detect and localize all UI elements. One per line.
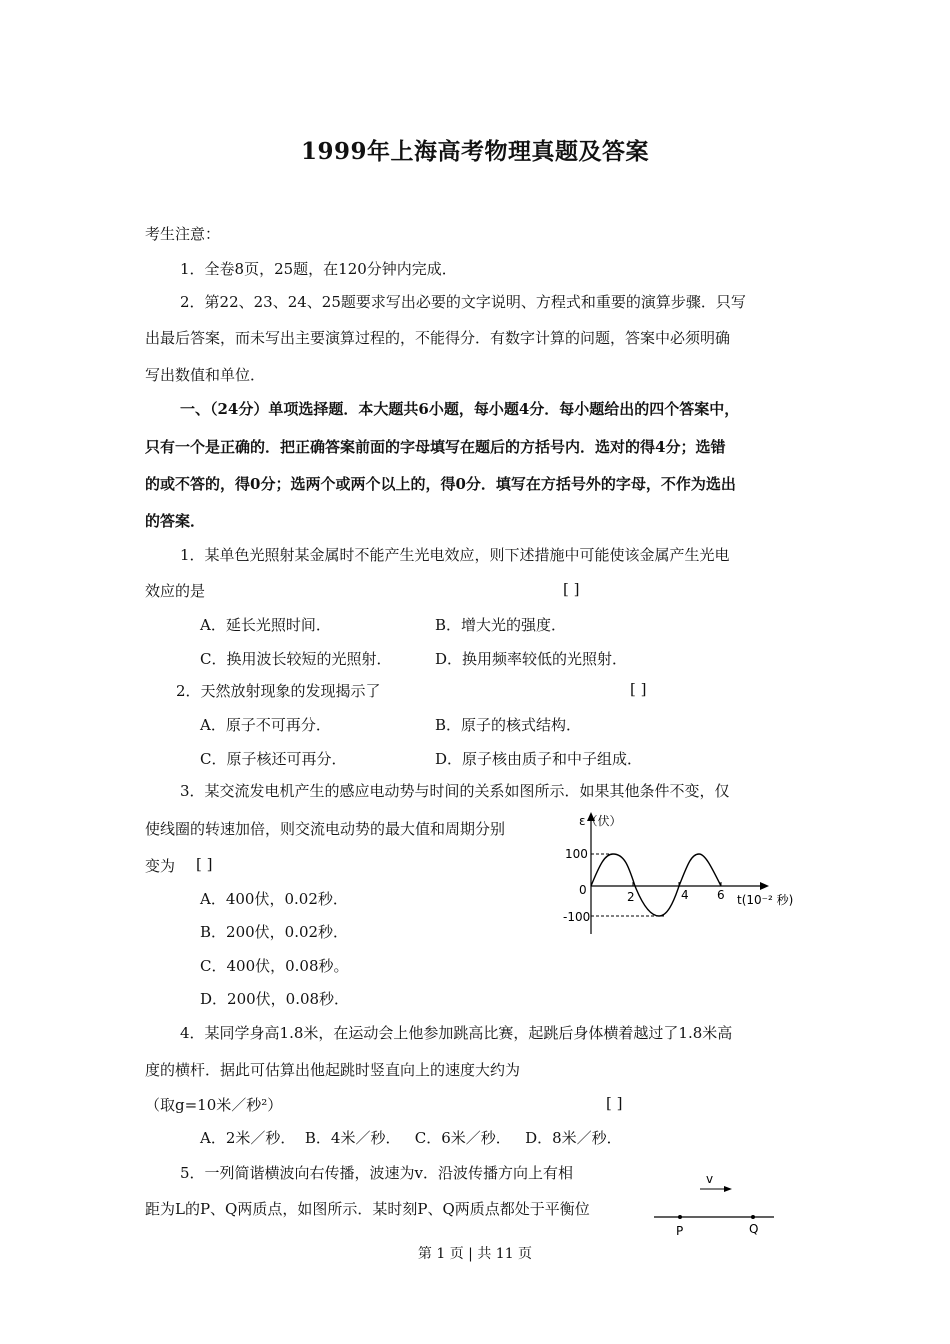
- q3-option-d: D．200伏，0.08秒．: [200, 990, 350, 1008]
- graph-origin-label: 0: [579, 883, 587, 897]
- q4-stem-cont: 度的横杆．据此可估算出他起跳时竖直向上的速度大约为: [145, 1061, 521, 1079]
- q2-option-b: B．原子的核式结构．: [435, 716, 582, 734]
- q3-option-a: A．400伏，0.02秒．: [200, 890, 348, 908]
- point-p: [678, 1215, 682, 1219]
- q1-option-a: A．延长光照时间．: [200, 616, 331, 634]
- q3-option-c: C．400伏，0.08秒。: [200, 957, 349, 975]
- q3-stem: 3．某交流发电机产生的感应电动势与时间的关系如图所示．如果其他条件不变，仅: [180, 782, 730, 800]
- page-footer: 第 1 页 | 共 11 页: [417, 1246, 533, 1262]
- q2-stem: 2．天然放射现象的发现揭示了: [176, 682, 381, 700]
- emf-time-graph: [555, 808, 805, 938]
- q2-option-a: A．原子不可再分．: [200, 716, 331, 734]
- graph-y-tick-100: 100: [565, 847, 588, 861]
- graph-x-tick-6: 6: [717, 888, 725, 902]
- q1-stem: 1．某单色光照射某金属时不能产生光电效应，则下述措施中可能使该金属产生光电: [180, 546, 730, 564]
- q3-stem-end: 变为: [145, 857, 176, 875]
- graph-y-tick-minus-100: -100: [563, 910, 591, 924]
- section1-instructions-4: 的答案．: [145, 512, 206, 530]
- notice-item-2: 2．第22、23、24、25题要求写出必要的文字说明、方程式和重要的演算步骤．只写: [180, 293, 746, 311]
- velocity-label: v: [706, 1172, 714, 1186]
- emf-sine-curve: [591, 854, 721, 916]
- notice-item-2-cont: 出最后答案，而未写出主要演算过程的，不能得分．有数字计算的问题，答案中必须明确: [145, 329, 731, 347]
- q5-stem-cont: 距为L的P、Q两质点，如图所示．某时刻P、Q两质点都处于平衡位: [145, 1200, 590, 1218]
- velocity-arrow-head: [724, 1186, 732, 1192]
- q3-answer-bracket: [ ]: [196, 855, 213, 873]
- q1-option-c: C．换用波长较短的光照射．: [200, 650, 392, 668]
- q4-given: （取g=10米／秒²）: [145, 1096, 283, 1114]
- q5-stem: 5．一列简谐横波向右传播，波速为v．沿波传播方向上有相: [180, 1164, 574, 1182]
- q4-answer-bracket: [ ]: [606, 1094, 623, 1112]
- q4-stem: 4．某同学身高1.8米，在运动会上他参加跳高比赛，起跳后身体横着越过了1.8米高: [180, 1024, 733, 1042]
- q2-answer-bracket: [ ]: [630, 680, 647, 698]
- section1-instructions-2: 只有一个是正确的．把正确答案前面的字母填写在题后的方括号内．选对的得4分；选错: [145, 438, 726, 456]
- notice-item-2-end: 写出数值和单位．: [145, 366, 266, 384]
- q2-option-d: D．原子核由质子和中子组成．: [435, 750, 643, 768]
- graph-y-label: ε（伏）: [579, 814, 622, 828]
- point-q: [751, 1215, 755, 1219]
- point-q-label: Q: [749, 1222, 759, 1236]
- graph-x-arrow: [760, 882, 769, 890]
- q1-option-d: D．换用频率较低的光照射．: [435, 650, 628, 668]
- q1-answer-bracket: [ ]: [563, 580, 580, 598]
- q3-option-b: B．200伏，0.02秒．: [200, 923, 349, 941]
- q3-stem-cont: 使线圈的转速加倍，则交流电动势的最大值和周期分别: [145, 820, 506, 838]
- point-p-label: P: [676, 1224, 684, 1238]
- section1-instructions-3: 的或不答的，得0分；选两个或两个以上的，得0分．填写在方括号外的字母，不作为选出: [145, 475, 736, 493]
- q1-stem-cont: 效应的是: [145, 582, 206, 600]
- page-title: 1999年上海高考物理真题及答案: [300, 138, 649, 165]
- graph-x-tick-4: 4: [681, 888, 689, 902]
- notice-heading: 考生注意：: [145, 225, 221, 243]
- q1-option-b: B．增大光的强度．: [435, 616, 567, 634]
- q2-option-c: C．原子核还可再分．: [200, 750, 347, 768]
- wave-pq-figure: [650, 1165, 780, 1245]
- graph-x-label: t(10⁻² 秒): [737, 893, 794, 907]
- q4-options: A．2米／秒． B．4米／秒． C．6米／秒． D．8米／秒．: [200, 1129, 622, 1147]
- section1-instructions: 一、（24分）单项选择题．本大题共6小题，每小题4分．每小题给出的四个答案中，: [180, 400, 740, 418]
- graph-x-tick-2: 2: [627, 890, 635, 904]
- notice-item-1: 1．全卷8页，25题，在120分钟内完成．: [180, 260, 457, 278]
